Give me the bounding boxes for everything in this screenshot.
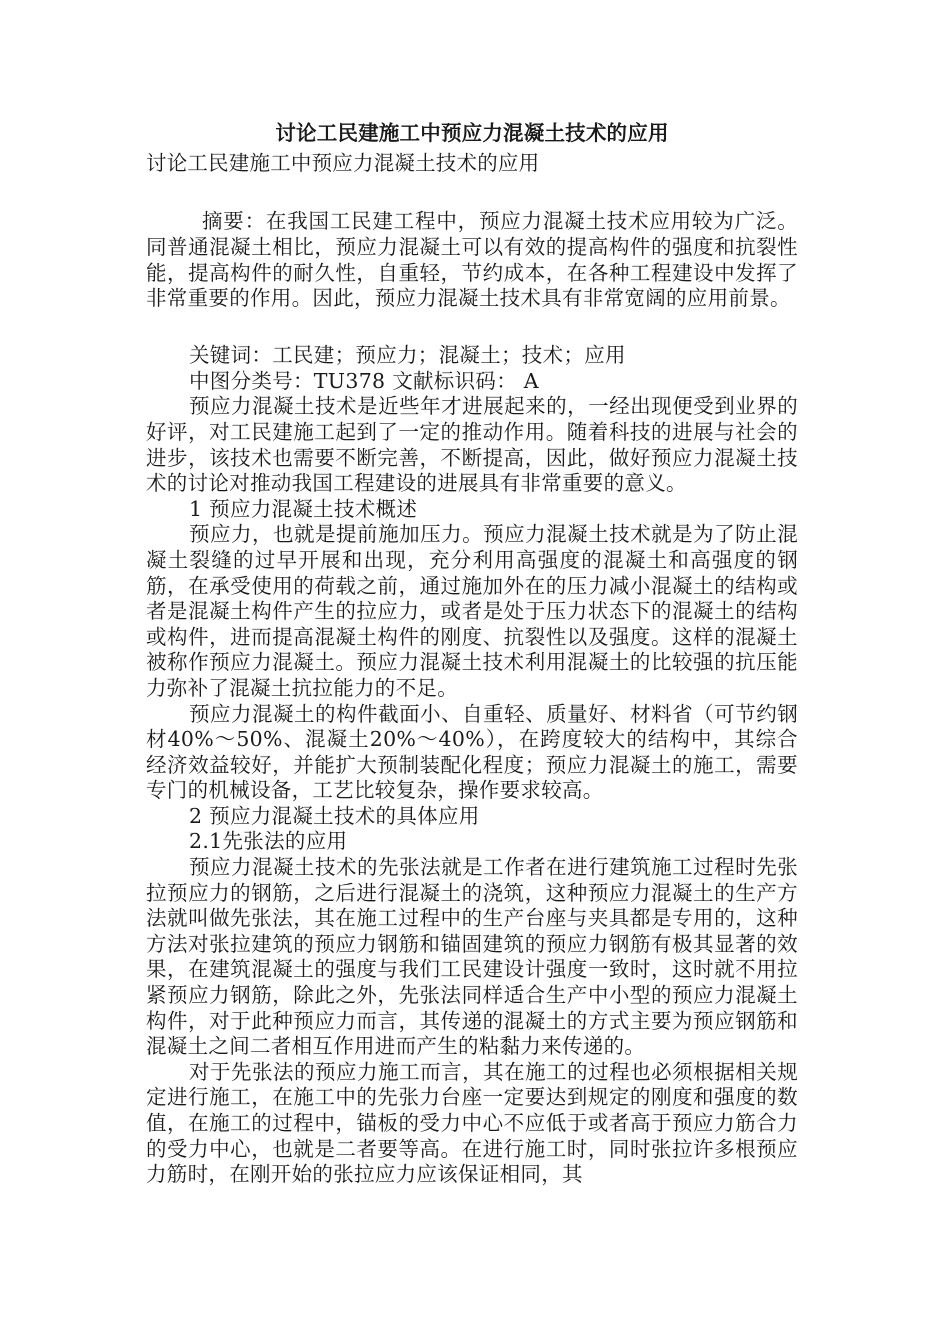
section-2-1-paragraph-2: 对于先张法的预应力施工而言，其在施工的过程也必须根据相关规定进行施工，在施工中的先张力台座一定要达到规定的刚度和强度的数值，在施工的过程中，锚板的受力中心不应低于或者高于预应力筋合力的受力中心，也就是二者要等高。在进行施工时，同时张拉许多根预应力筋时，在刚开始的张拉应力应该保证相同，其 xyxy=(146,1059,798,1187)
document-subtitle: 讨论工民建施工中预应力混凝土技术的应用 xyxy=(146,151,540,175)
section-2-1-paragraph-1: 预应力混凝土技术的先张法就是工作者在进行建筑施工过程时先张拉预应力的钢筋，之后进行混凝土的浇筑，这种预应力混凝土的生产方法就叫做先张法，其在施工过程中的生产台座与夹具都是专用的，这种方法对张拉建筑的预应力钢筋和锚固建筑的预应力钢筋有极其显著的效果，在建筑混凝土的强度与我们工民建设计强度一致时，这时就不用拉紧预应力钢筋，除此之外，先张法同样适合生产中小型的预应力混凝土构件，对于此种预应力而言，其传递的混凝土的方式主要为预应钢筋和混凝土之间二者相互作用进而产生的粘黏力来传递的。 xyxy=(146,855,798,1059)
section-1-paragraph-2: 预应力混凝土的构件截面小、自重轻、质量好、材料省（可节约钢材40%～50%、混凝土20%～40%），在跨度较大的结构中，其综合经济效益较好，并能扩大预制装配化程度；预应力混凝土的施工，需要专门的机械设备，工艺比较复杂，操作要求较高。 xyxy=(146,701,798,803)
document-title: 讨论工民建施工中预应力混凝土技术的应用 xyxy=(275,121,669,145)
document-page xyxy=(146,118,798,1188)
spacer xyxy=(146,178,798,209)
section-2-1-heading: 2.1先张法的应用 xyxy=(189,829,348,854)
section-1-paragraph-1: 预应力，也就是提前施加压力。预应力混凝土技术就是为了防止混凝土裂缝的过早开展和出现，充分利用高强度的混凝土和高强度的钢筋，在承受使用的荷载之前，通过施加外在的压力减小混凝土的结构或者是混凝土构件产生的拉应力，或者是处于压力状态下的混凝土的结构或构件，进而提高混凝土构件的刚度、抗裂性以及强度。这样的混凝土被称作预应力混凝土。预应力混凝土技术利用混凝土的比较强的抗压能力弥补了混凝土抗拉能力的不足。 xyxy=(146,522,798,700)
classification-line: 中图分类号：TU378 文献标识码： A xyxy=(189,368,539,393)
abstract-paragraph: 摘要：在我国工民建工程中，预应力混凝土技术应用较为广泛。同普通混凝土相比，预应力混凝土可以有效的提高构件的强度和抗裂性能，提高构件的耐久性，自重轻，节约成本，在各种工程建设中发挥了非常重要的作用。因此，预应力混凝土技术具有非常宽阔的应用前景。 xyxy=(146,209,798,311)
section-2-heading: 2 预应力混凝土技术的具体应用 xyxy=(189,803,480,828)
intro-paragraph: 预应力混凝土技术是近些年才进展起来的，一经出现便受到业界的好评，对工民建施工起到了一定的推动作用。随着科技的进展与社会的进步，该技术也需要不断完善，不断提高，因此，做好预应力混凝土技术的讨论对推动我国工程建设的进展具有非常重要的意义。 xyxy=(146,394,798,496)
keywords-line: 关键词：工民建；预应力；混凝土；技术；应用 xyxy=(189,343,626,368)
spacer xyxy=(146,312,798,343)
section-1-heading: 1 预应力混凝土技术概述 xyxy=(189,496,418,521)
